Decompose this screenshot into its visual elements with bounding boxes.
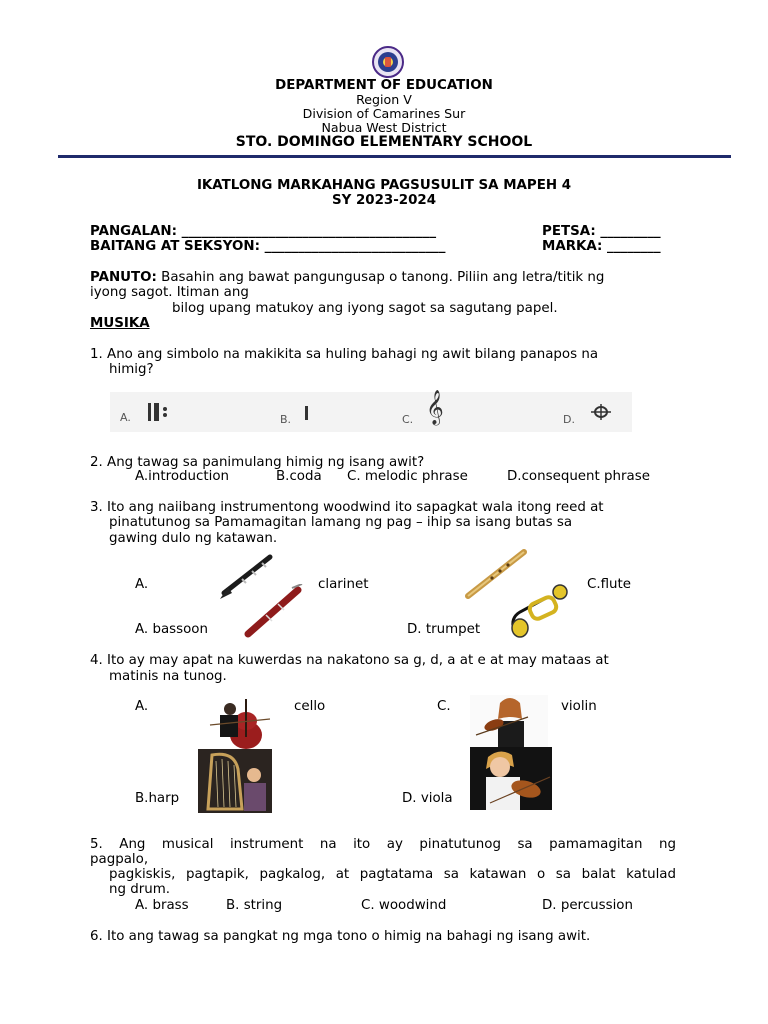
deped-seal-logo <box>372 46 404 78</box>
q6-stem: 6. Ito ang tawag sa pangkat ng mga tono o himig na bahagi ng isang awit. <box>90 929 591 944</box>
q2-choice-c: C. melodic phrase <box>347 469 468 484</box>
q3-choice-d: D. trumpet <box>407 622 481 637</box>
q4-choice-a-letter: A. <box>135 699 149 714</box>
cello-image <box>200 697 284 752</box>
q2-stem: 2. Ang tawag sa panimulang himig ng isang awit? <box>90 455 425 470</box>
q2-choice-a: A.introduction <box>135 469 230 484</box>
treble-clef-icon: 𝄞 <box>426 390 444 425</box>
q1-choice-b-letter: B. <box>280 413 292 426</box>
q3-choice-b: A. bassoon <box>135 622 208 637</box>
q5-line3: pagkiskis, pagtapik, pagkalog, at pagtatama sa katawan o sa balat katulad <box>109 867 676 882</box>
header-divider <box>58 155 731 158</box>
school-name: STO. DOMINGO ELEMENTARY SCHOOL <box>235 134 533 150</box>
q5-line4: ng drum. <box>109 882 171 897</box>
q3-line3: gawing dulo ng katawan. <box>109 531 278 546</box>
q3-choice-a-name: clarinet <box>318 577 369 592</box>
q1-symbols-strip <box>110 392 632 432</box>
q4-choice-b: B.harp <box>135 791 180 806</box>
q4-line1: 4. Ito ay may apat na kuwerdas na nakatono sa g, d, a at e at may mataas at <box>90 653 609 668</box>
region: Region V <box>356 92 412 107</box>
q1-choice-c-letter: C. <box>402 413 414 426</box>
q5-choice-d: D. percussion <box>542 898 633 913</box>
q4-choice-d: D. viola <box>402 791 453 806</box>
barline-icon <box>302 404 312 424</box>
section-musika: MUSIKA <box>90 316 150 331</box>
q5-choice-b: B. string <box>226 898 283 913</box>
panuto-line3: bilog upang matukoy ang iyong sagot sa sagutang papel. <box>172 301 558 316</box>
harp-image <box>198 749 272 813</box>
coda-symbol-icon <box>588 403 614 421</box>
q4-choice-a-name: cello <box>294 699 326 714</box>
school-year: SY 2023-2024 <box>331 193 437 208</box>
q2-choice-b: B.coda <box>276 469 322 484</box>
q4-choice-c-letter: C. <box>437 699 451 714</box>
final-barline-repeat-icon <box>146 400 172 424</box>
q1-line1: 1. Ano ang simbolo na makikita sa huling bahagi ng awit bilang panapos na <box>90 347 599 362</box>
q5-choice-a: A. brass <box>135 898 189 913</box>
q3-line1: 3. Ito ang naiibang instrumentong woodwind ito sapagkat wala itong reed at <box>90 500 604 515</box>
q1-choice-a-letter: A. <box>120 411 131 424</box>
q5-choice-c: C. woodwind <box>361 898 447 913</box>
district: Nabua West District <box>321 120 447 135</box>
trumpet-image <box>506 582 570 640</box>
q1-choice-d-letter: D. <box>563 413 575 426</box>
marka-field: MARKA: ________ <box>542 239 661 254</box>
q1-line2: himig? <box>109 362 154 377</box>
q3-line2: pinatutunog sa Pamamagitan lamang ng pag – ihip sa isang butas sa <box>109 515 573 530</box>
q5-line1: 5. Ang musical instrument na ito ay pinatutunog sa pamamagitan ng <box>90 837 676 852</box>
dept-name: DEPARTMENT OF EDUCATION <box>275 78 493 93</box>
q2-choice-d: D.consequent phrase <box>507 469 650 484</box>
q3-choice-c: C.flute <box>587 577 632 592</box>
q4-line2: matinis na tunog. <box>109 669 227 684</box>
panuto-text1: Basahin ang bawat pangungusap o tanong. Piliin ang letra/titik ng <box>156 270 605 285</box>
violin-image <box>470 695 548 750</box>
q5-line2: pagpalo, <box>90 852 149 867</box>
division: Division of Camarines Sur <box>302 106 466 121</box>
q3-choice-a-letter: A. <box>135 577 149 592</box>
pangalan-field: PANGALAN: ______________________________________ <box>90 224 437 239</box>
petsa-field: PETSA: _________ <box>542 224 661 239</box>
panuto-line1 <box>90 270 678 285</box>
bassoon-image <box>238 584 308 640</box>
panuto-line2: iyong sagot. Itiman ang <box>90 285 249 300</box>
panuto-label: PANUTO: <box>90 270 157 285</box>
q4-choice-c-name: violin <box>561 699 597 714</box>
exam-title: IKATLONG MARKAHANG PAGSUSULIT SA MAPEH 4 <box>196 178 572 193</box>
baitang-field: BAITANG AT SEKSYON: ___________________________ <box>90 239 446 254</box>
viola-image <box>470 747 552 810</box>
